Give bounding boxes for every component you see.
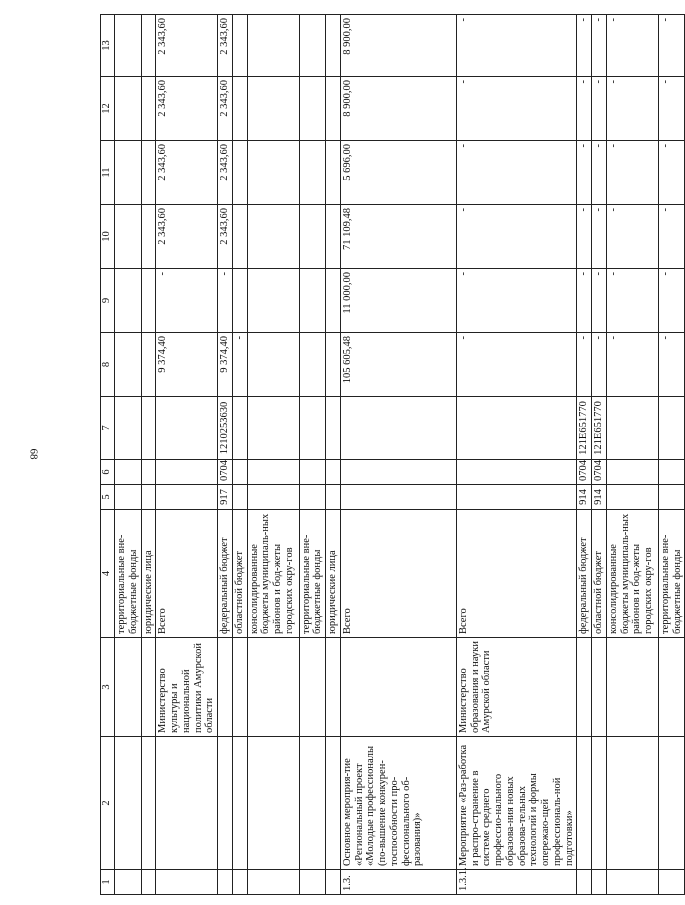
section-code-cell: 0704 <box>577 460 592 485</box>
grbs-code-cell <box>232 485 247 510</box>
header-cell: 8 <box>101 333 115 397</box>
table-row <box>247 15 299 895</box>
amount-cell: - <box>456 15 577 77</box>
amount-cell: 2 343,60 <box>218 141 233 205</box>
row-number-cell <box>592 870 607 895</box>
section-code-cell <box>606 460 658 485</box>
amount-cell: 71 109,48 <box>340 205 456 269</box>
amount-cell: - <box>577 15 592 77</box>
amount-cell: 2 343,60 <box>156 205 218 269</box>
amount-cell <box>247 15 299 77</box>
activity-name-cell <box>115 737 142 870</box>
table-row <box>326 15 341 895</box>
amount-cell <box>115 77 142 141</box>
header-cell: 13 <box>101 15 115 77</box>
target-article-cell: 1210253630 <box>218 397 233 460</box>
header-cell: 1 <box>101 870 115 895</box>
grbs-code-cell <box>340 485 456 510</box>
amount-cell: - <box>232 333 247 397</box>
activity-name-cell <box>141 737 156 870</box>
funding-source-cell: Всего <box>456 510 577 638</box>
amount-cell: - <box>592 77 607 141</box>
row-number-cell <box>218 870 233 895</box>
amount-cell: - <box>658 205 685 269</box>
target-article-cell <box>247 397 299 460</box>
grbs-code-cell <box>156 485 218 510</box>
amount-cell <box>115 205 142 269</box>
funding-source-cell: федеральный бюджет <box>577 510 592 638</box>
executor-cell <box>658 638 685 737</box>
header-cell: 2 <box>101 737 115 870</box>
executor-cell <box>247 638 299 737</box>
target-article-cell <box>299 397 326 460</box>
table-row <box>232 15 247 895</box>
amount-cell: - <box>456 269 577 333</box>
funding-source-cell: территориальные вне-бюджетные фонды <box>658 510 685 638</box>
activity-name-cell: Основное мероприя-тие «Региональный проект «Молодые профессионалы (по-вышение конкурен-тоспособности про-фессионального об-разования)» <box>340 737 456 870</box>
grbs-code-cell <box>115 485 142 510</box>
section-code-cell <box>658 460 685 485</box>
section-code-cell <box>340 460 456 485</box>
amount-cell: 8 900,00 <box>340 77 456 141</box>
amount-cell: 11 000,00 <box>340 269 456 333</box>
page-number: 68 <box>27 448 40 460</box>
table-row <box>456 15 577 895</box>
funding-source-cell: Всего <box>156 510 218 638</box>
table-body <box>101 15 685 895</box>
row-number-cell <box>326 870 341 895</box>
amount-cell <box>326 333 341 397</box>
activity-name-cell <box>326 737 341 870</box>
amount-cell <box>247 77 299 141</box>
amount-cell: - <box>577 77 592 141</box>
grbs-code-cell <box>299 485 326 510</box>
section-code-cell <box>115 460 142 485</box>
amount-cell: - <box>456 333 577 397</box>
section-code-cell <box>326 460 341 485</box>
executor-cell <box>340 638 456 737</box>
section-code-cell <box>456 460 577 485</box>
amount-cell: - <box>592 269 607 333</box>
amount-cell: - <box>456 141 577 205</box>
amount-cell: - <box>218 269 233 333</box>
executor-cell: Министерство образования и науки Амурской области <box>456 638 577 737</box>
table-row <box>156 15 218 895</box>
row-number-cell <box>156 870 218 895</box>
section-code-cell <box>299 460 326 485</box>
grbs-code-cell: 914 <box>592 485 607 510</box>
amount-cell <box>141 205 156 269</box>
amount-cell: - <box>577 269 592 333</box>
row-number-cell <box>658 870 685 895</box>
rotated-page <box>100 15 683 895</box>
amount-cell: - <box>606 77 658 141</box>
amount-cell <box>141 141 156 205</box>
header-cell: 11 <box>101 141 115 205</box>
header-cell: 3 <box>101 638 115 737</box>
section-code-cell <box>247 460 299 485</box>
budget-table <box>100 14 685 895</box>
amount-cell <box>141 15 156 77</box>
target-article-cell <box>606 397 658 460</box>
amount-cell <box>326 205 341 269</box>
row-number-cell <box>232 870 247 895</box>
amount-cell <box>299 77 326 141</box>
amount-cell <box>232 77 247 141</box>
grbs-code-cell: 917 <box>218 485 233 510</box>
amount-cell: - <box>658 269 685 333</box>
amount-cell <box>141 333 156 397</box>
amount-cell: - <box>456 205 577 269</box>
executor-cell <box>299 638 326 737</box>
activity-name-cell <box>299 737 326 870</box>
amount-cell <box>141 77 156 141</box>
amount-cell: - <box>577 141 592 205</box>
amount-cell: 9 374,40 <box>156 333 218 397</box>
activity-name-cell <box>218 737 233 870</box>
row-number-cell <box>247 870 299 895</box>
amount-cell: - <box>658 333 685 397</box>
table-row <box>577 15 592 895</box>
amount-cell <box>326 15 341 77</box>
amount-cell: 2 343,60 <box>156 15 218 77</box>
table-row <box>299 15 326 895</box>
activity-name-cell <box>658 737 685 870</box>
activity-name-cell: Мероприятие «Раз-работка и распро-странение в системе среднего профессио-нального образова-ния новых образова-тельных технологий и формы опережаю-щей профессиональ-ной подготовки» <box>456 737 577 870</box>
executor-cell: Министерство культуры и национальной политики Амурской области <box>156 638 218 737</box>
grbs-code-cell <box>658 485 685 510</box>
amount-cell <box>247 269 299 333</box>
section-code-cell <box>232 460 247 485</box>
amount-cell: - <box>577 205 592 269</box>
row-number-cell <box>141 870 156 895</box>
amount-cell: - <box>606 333 658 397</box>
amount-cell: - <box>606 141 658 205</box>
amount-cell <box>299 269 326 333</box>
amount-cell: - <box>658 141 685 205</box>
header-cell: 5 <box>101 485 115 510</box>
amount-cell <box>299 205 326 269</box>
executor-cell <box>218 638 233 737</box>
amount-cell <box>232 269 247 333</box>
executor-cell <box>115 638 142 737</box>
header-cell: 12 <box>101 77 115 141</box>
executor-cell <box>577 638 592 737</box>
row-number-cell <box>606 870 658 895</box>
grbs-code-cell <box>247 485 299 510</box>
table-row <box>658 15 685 895</box>
amount-cell: - <box>156 269 218 333</box>
target-article-cell <box>326 397 341 460</box>
amount-cell <box>115 333 142 397</box>
grbs-code-cell: 914 <box>577 485 592 510</box>
table-row <box>592 15 607 895</box>
funding-source-cell: областной бюджет <box>232 510 247 638</box>
amount-cell: - <box>606 269 658 333</box>
table-row <box>218 15 233 895</box>
section-code-cell: 0704 <box>218 460 233 485</box>
amount-cell: - <box>592 333 607 397</box>
header-cell: 7 <box>101 397 115 460</box>
amount-cell <box>247 141 299 205</box>
table-row <box>606 15 658 895</box>
amount-cell <box>326 141 341 205</box>
amount-cell <box>141 269 156 333</box>
grbs-code-cell <box>141 485 156 510</box>
executor-cell <box>592 638 607 737</box>
header-cell: 4 <box>101 510 115 638</box>
section-code-cell: 0704 <box>592 460 607 485</box>
amount-cell <box>299 333 326 397</box>
header-row <box>101 15 115 895</box>
amount-cell: 2 343,60 <box>156 141 218 205</box>
executor-cell <box>606 638 658 737</box>
amount-cell: - <box>592 205 607 269</box>
amount-cell <box>115 269 142 333</box>
activity-name-cell <box>606 737 658 870</box>
grbs-code-cell <box>456 485 577 510</box>
amount-cell: 2 343,60 <box>156 77 218 141</box>
activity-name-cell <box>577 737 592 870</box>
amount-cell <box>299 141 326 205</box>
row-number-cell: 1.3. <box>340 870 456 895</box>
header-cell: 10 <box>101 205 115 269</box>
executor-cell <box>326 638 341 737</box>
amount-cell <box>232 205 247 269</box>
activity-name-cell <box>592 737 607 870</box>
target-article-cell <box>340 397 456 460</box>
amount-cell: - <box>606 205 658 269</box>
amount-cell <box>247 333 299 397</box>
amount-cell: 9 374,40 <box>218 333 233 397</box>
amount-cell <box>115 141 142 205</box>
table-row <box>141 15 156 895</box>
executor-cell <box>141 638 156 737</box>
target-article-cell <box>141 397 156 460</box>
amount-cell: - <box>658 77 685 141</box>
section-code-cell <box>141 460 156 485</box>
amount-cell: - <box>592 15 607 77</box>
amount-cell <box>326 269 341 333</box>
target-article-cell <box>658 397 685 460</box>
target-article-cell: 121E651770 <box>577 397 592 460</box>
grbs-code-cell <box>606 485 658 510</box>
amount-cell: - <box>606 15 658 77</box>
target-article-cell: 121E651770 <box>592 397 607 460</box>
amount-cell: - <box>577 333 592 397</box>
target-article-cell <box>115 397 142 460</box>
activity-name-cell <box>232 737 247 870</box>
amount-cell <box>232 141 247 205</box>
target-article-cell <box>456 397 577 460</box>
row-number-cell <box>299 870 326 895</box>
funding-source-cell: консолидированные бюджеты муниципаль-ных районов и бод-жеты городских окру-гов <box>247 510 299 638</box>
amount-cell <box>247 205 299 269</box>
table-row <box>115 15 142 895</box>
grbs-code-cell <box>326 485 341 510</box>
funding-source-cell: Всего <box>340 510 456 638</box>
funding-source-cell: областной бюджет <box>592 510 607 638</box>
row-number-cell <box>115 870 142 895</box>
amount-cell <box>299 15 326 77</box>
target-article-cell <box>232 397 247 460</box>
amount-cell: 2 343,60 <box>218 15 233 77</box>
section-code-cell <box>156 460 218 485</box>
activity-name-cell <box>156 737 218 870</box>
amount-cell: 5 696,00 <box>340 141 456 205</box>
target-article-cell <box>156 397 218 460</box>
amount-cell: - <box>658 15 685 77</box>
amount-cell <box>115 15 142 77</box>
amount-cell: - <box>592 141 607 205</box>
activity-name-cell <box>247 737 299 870</box>
amount-cell: 8 900,00 <box>340 15 456 77</box>
table-row <box>340 15 456 895</box>
executor-cell <box>232 638 247 737</box>
row-number-cell <box>577 870 592 895</box>
amount-cell: 2 343,60 <box>218 205 233 269</box>
amount-cell: 105 605,48 <box>340 333 456 397</box>
amount-cell: - <box>456 77 577 141</box>
funding-source-cell: федеральный бюджет <box>218 510 233 638</box>
header-cell: 6 <box>101 460 115 485</box>
amount-cell <box>232 15 247 77</box>
funding-source-cell: консолидированные бюджеты муниципаль-ных районов и бод-жеты городских окру-гов <box>606 510 658 638</box>
amount-cell: 2 343,60 <box>218 77 233 141</box>
funding-source-cell: юридические лица <box>141 510 156 638</box>
amount-cell <box>326 77 341 141</box>
header-cell: 9 <box>101 269 115 333</box>
funding-source-cell: территориальные вне-бюджетные фонды <box>299 510 326 638</box>
row-number-cell: 1.3.1. <box>456 870 577 895</box>
funding-source-cell: юридические лица <box>326 510 341 638</box>
funding-source-cell: территориальные вне-бюджетные фонды <box>115 510 142 638</box>
